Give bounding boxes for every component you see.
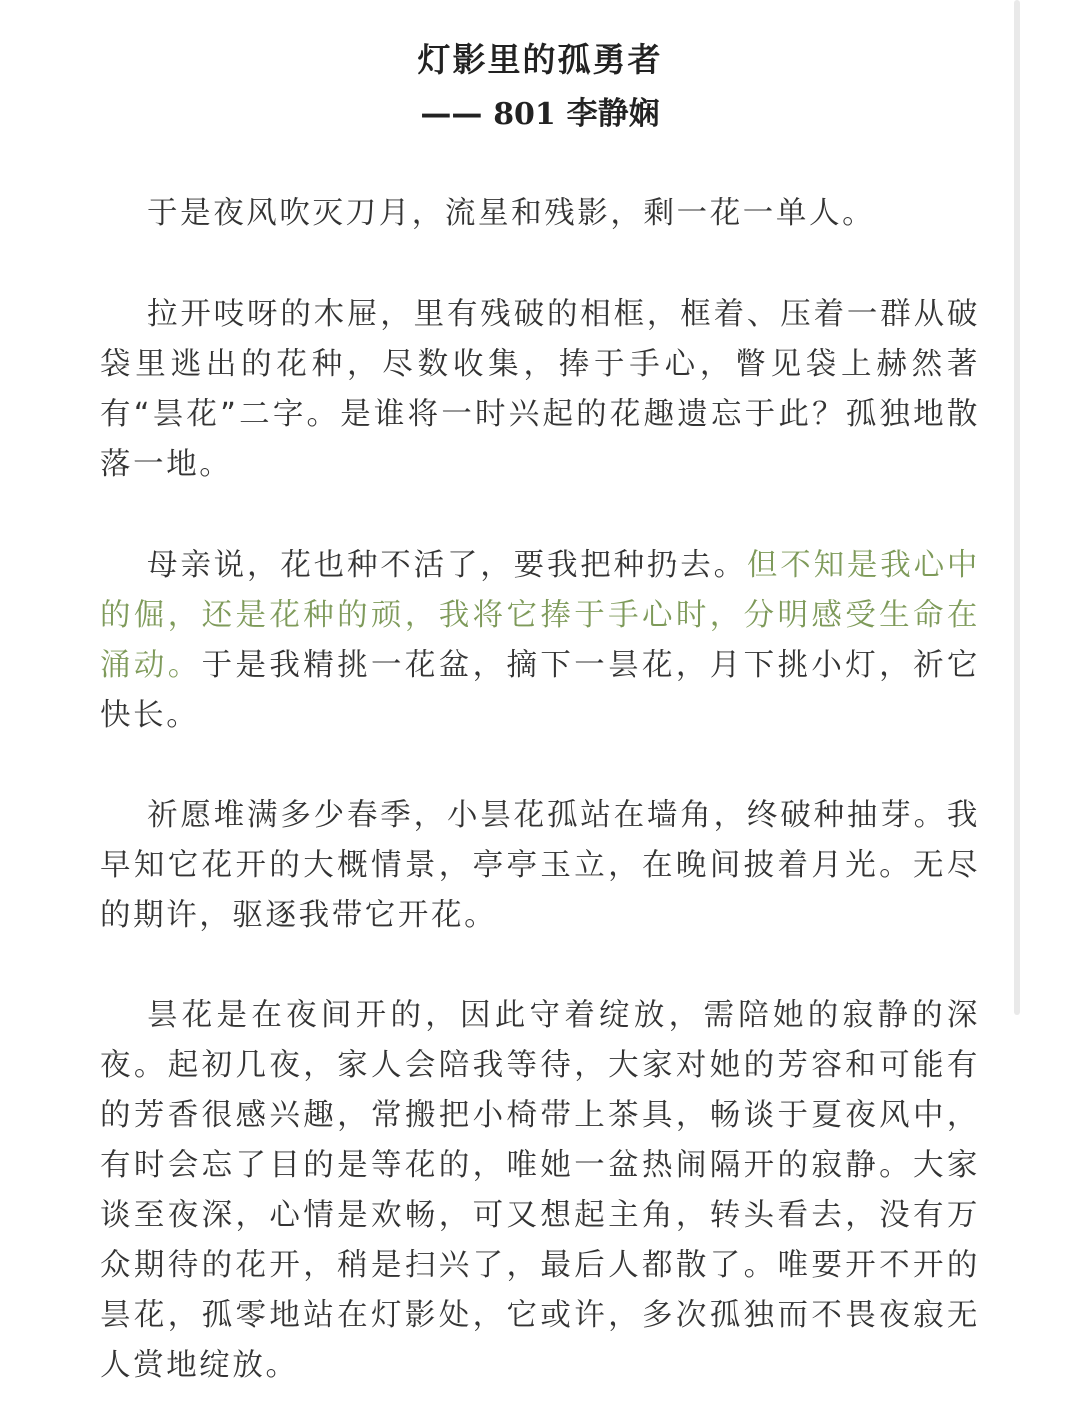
- byline-class-number: 801: [493, 97, 556, 132]
- byline-author-name: 李静娴: [566, 96, 660, 132]
- paragraph-1: 于是夜风吹灭刀月，流星和残影，剩一花一单人。: [147, 196, 876, 231]
- paragraph-2: 拉开吱呀的木屉，里有残破的相框，框着、压着一群从破袋里逃出的花种，尽数收集，捧于手心，瞥见袋上赫然著有“昙花”二字。是谁将一时兴起的花趣遗忘于此？孤独地散落一地。: [100, 297, 980, 482]
- essay-byline: [100, 92, 980, 137]
- paragraph-3: [100, 541, 980, 741]
- essay-title: 灯影里的孤勇者: [417, 40, 663, 79]
- scrollbar[interactable]: [1014, 0, 1020, 1015]
- byline-dash: ——: [420, 96, 483, 132]
- paragraph-3-start: 母亲说，花也种不活了，要我把种扔去。: [147, 548, 747, 583]
- paragraph-3-end: 于是我精挑一花盆，摘下一昙花，月下挑小灯，祈它快长。: [100, 648, 980, 733]
- paragraph-5: 昙花是在夜间开的，因此守着绽放，需陪她的寂静的深夜。起初几夜，家人会陪我等待，大家对她的芳容和可能有的芳香很感兴趣，常搬把小椅带上茶具，畅谈于夏夜风中，有时会忘了目的是等花的，唯她一盆热闹隔开的寂静。大家谈至夜深，心情是欢畅，可又想起主角，转头看去，没有万众期待的花开，稍是扫兴了，最后人都散了。唯要开不开的昙花，孤零地站在灯影处，它或许，多次孤独而不畏夜寂无人赏地绽放。: [100, 998, 980, 1383]
- paragraph-3-highlight: 但不知是我心中的倔，还是花种的顽，我将它捧于手心时，分明感受生命在涌动。: [100, 548, 980, 683]
- paragraph-4: 祈愿堆满多少春季，小昙花孤站在墙角，终破种抽芽。我早知它花开的大概情景，亭亭玉立，在晚间披着月光。无尽的期许，驱逐我带它开花。: [100, 798, 980, 933]
